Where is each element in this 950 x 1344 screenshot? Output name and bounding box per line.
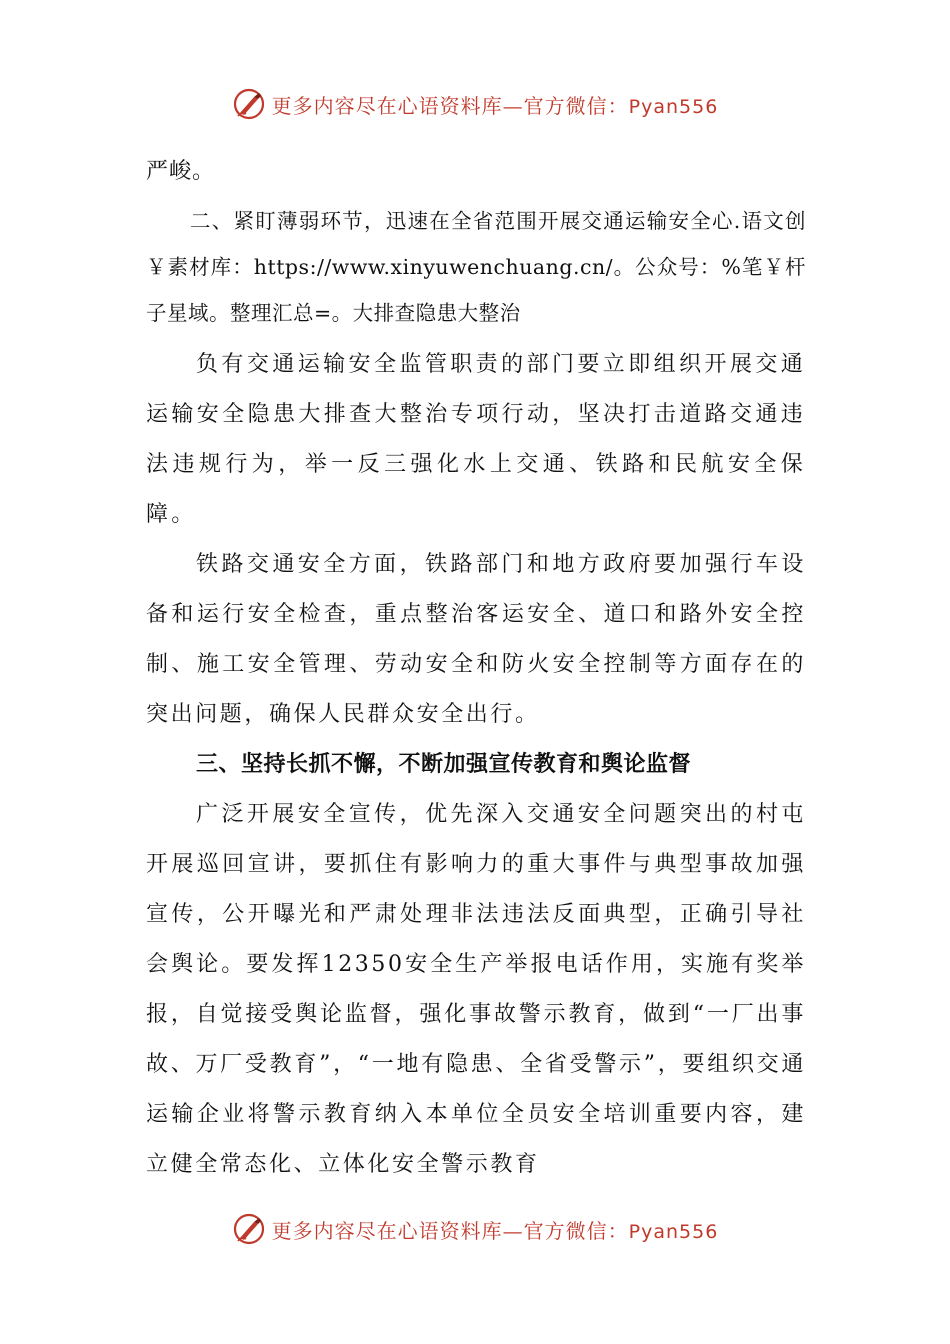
section-3-heading: 三、坚持长抓不懈，不断加强宣传教育和舆论监督 bbox=[196, 752, 692, 777]
pen-logo-icon bbox=[232, 87, 266, 121]
pen-logo-icon bbox=[232, 1212, 266, 1246]
fragment-text: 严峻。 bbox=[146, 159, 216, 184]
footer-banner bbox=[0, 1209, 950, 1249]
document-body bbox=[146, 148, 806, 1190]
banner-text: 更多内容尽在心语资料库—官方微信：Pyan556 bbox=[271, 93, 719, 118]
paragraph-3: 广泛开展安全宣传，优先深入交通安全问题突出的村屯开展巡回宣讲，要抓住有影响力的重大事件与典型事故加强宣传，公开曝光和严肃处理非法违法反面典型，正确引导社会舆论。要发挥12350安全生产举报电话作用，实施有奖举报，自觉接受舆论监督，强化事故警示教育，做到“一厂出事故、万厂受教育”，“一地有隐患、全省受警示”，要组织交通运输企业将警示教育纳入本单位全员安全培训重要内容，建立健全常态化、立体化安全警示教育 bbox=[146, 802, 806, 1177]
header-banner bbox=[0, 84, 950, 124]
section-2-title: 二、紧盯薄弱环节，迅速在全省范围开展交通运输安全心.语文创￥素材库：https://www.xinyuwenchuang.cn/。公众号：%笔￥杆子星域。整理汇总=。大排查隐患大整治 bbox=[146, 209, 806, 325]
banner-text: 更多内容尽在心语资料库—官方微信：Pyan556 bbox=[271, 1218, 719, 1243]
wechat-id: Pyan556 bbox=[628, 95, 719, 118]
paragraph-1: 负有交通运输安全监管职责的部门要立即组织开展交通运输安全隐患大排查大整治专项行动，坚决打击道路交通违法违规行为，举一反三强化水上交通、铁路和民航安全保障。 bbox=[146, 352, 806, 527]
wechat-id: Pyan556 bbox=[628, 1220, 719, 1243]
paragraph-2: 铁路交通安全方面，铁路部门和地方政府要加强行车设备和运行安全检查，重点整治客运安全、道口和路外安全控制、施工安全管理、劳动安全和防火安全控制等方面存在的突出问题，确保人民群众安全出行。 bbox=[146, 552, 806, 727]
